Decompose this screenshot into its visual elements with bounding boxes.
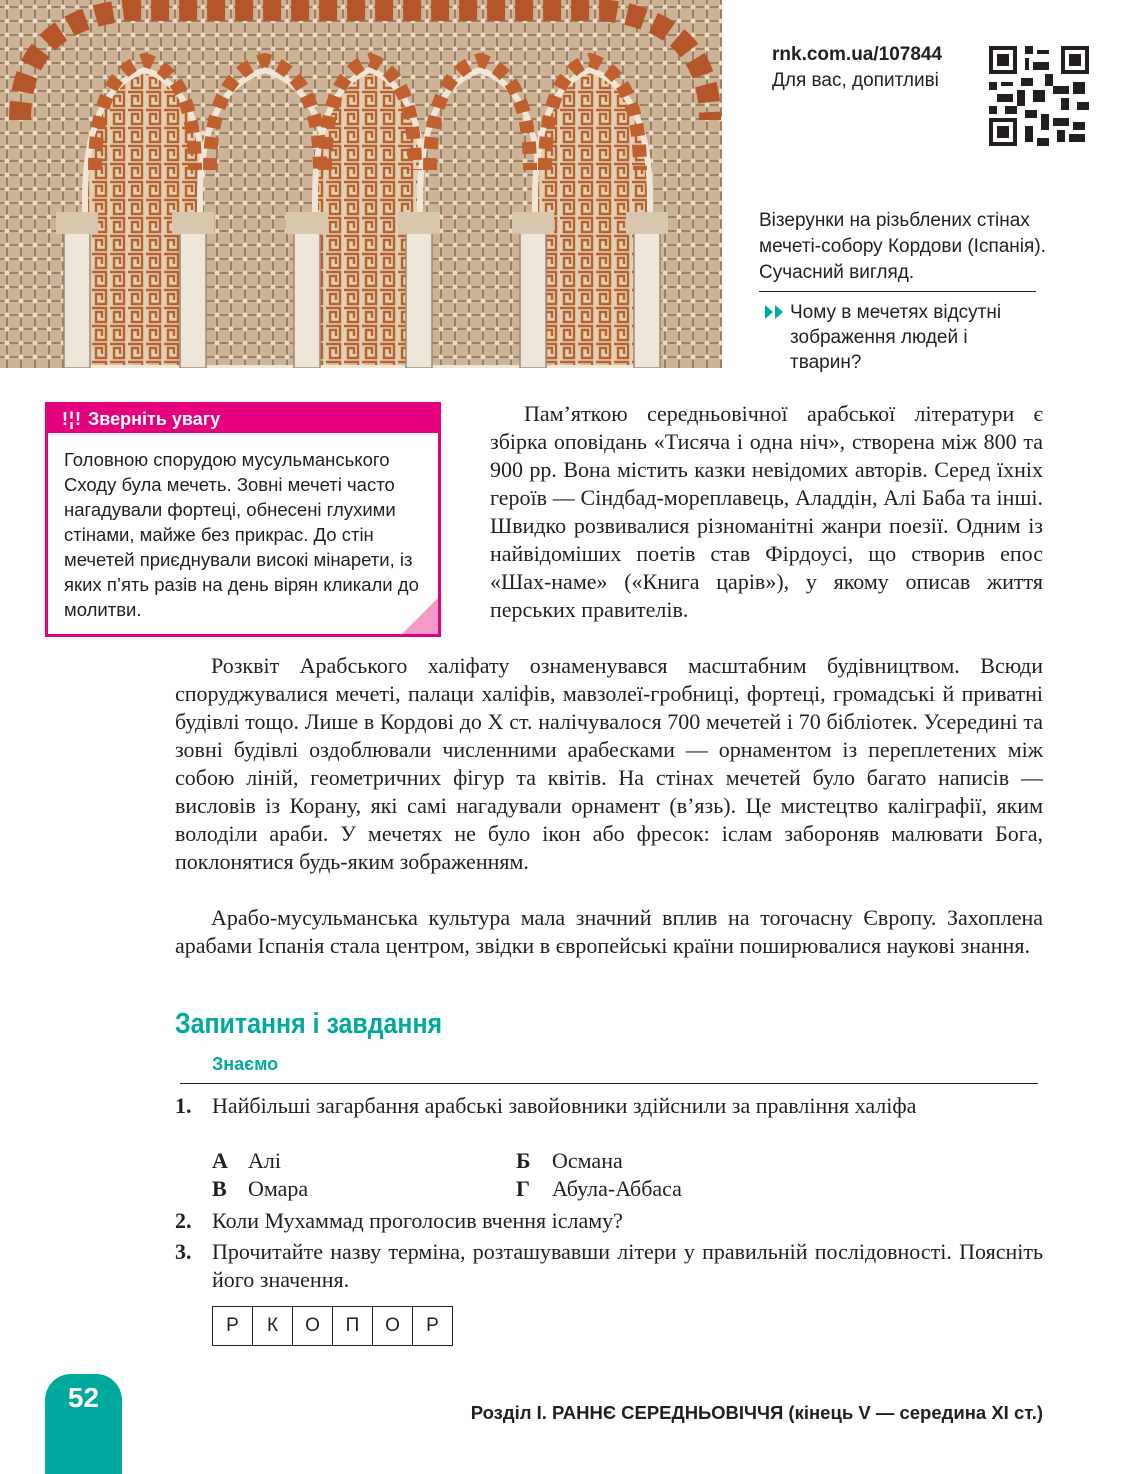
page-number: 52 [67, 1382, 100, 1413]
option-text: Абула-Аббаса [552, 1176, 682, 1201]
question-number: 1. [175, 1093, 192, 1118]
question-number: 3. [175, 1239, 192, 1264]
subtitle-divider [180, 1083, 1038, 1084]
paragraph-influence: Арабо-мусульманська культура мала значний вплив на тогочасну Європу. Захоплена арабами Іспанія стала центром, звідки в європейські країни поширювалися наукові знання. [175, 905, 1043, 958]
exclamation-icon: !¦! [62, 409, 83, 429]
letter-cell: Р [213, 1307, 253, 1345]
mosque-arches-photo [0, 0, 722, 368]
photo-question-text: Чому в мечетях відсутні зображення людей і тварин? [790, 302, 1002, 373]
letter-cell: Р [426, 1315, 439, 1336]
question-number: 2. [175, 1208, 192, 1233]
caption-divider [759, 291, 1036, 292]
answer-option[interactable] [516, 1175, 682, 1203]
option-letter: В [212, 1176, 227, 1201]
page-corner-icon [402, 598, 438, 634]
photo-question [764, 300, 1034, 375]
letter-cell: О [293, 1307, 333, 1345]
paragraph-architecture: Розквіт Арабського халіфату ознаменувався масштабним будівництвом. Всюди споруджувалися мечеті, палаци халіфів, мавзолеї-гробниці, фортеці, громадські й приватні будівлі тощо. Лише в Кордові до X ст. налічувалося 700 мечетей і 70 бібліотек. Усередині та зовні будівлі оздоблювали численними арабесками — орнаментом із переплетених між собою ліній, геометричних фігур та квітів. На стінах мечетей було багато написів — висловів із Корану, які самі нагадували орнамент (в’язь). Це мистецтво каліграфії, яким володіли араби. У мечетях не було ікон або фресок: іслам забороняв малювати Бога, поклонятися будь-яким зображенням. [175, 653, 1043, 874]
double-arrow-icon [764, 303, 786, 321]
section-footer: Розділ І. РАННЄ СЕРЕДНЬОВІЧЧЯ (кінець V — середина XI ст.) [470, 1402, 1043, 1423]
attention-title: Зверніть увагу [88, 409, 221, 429]
answer-option[interactable] [212, 1175, 308, 1203]
photo-caption: Візерунки на різьблених стінах мечеті-собору Кордови (Іспанія). Сучасний вигляд. [759, 210, 1046, 283]
resource-link-caption: Для вас, допитливі [772, 70, 939, 91]
option-text: Алі [248, 1148, 281, 1173]
letter-puzzle [212, 1306, 453, 1346]
option-text: Османа [552, 1148, 623, 1173]
option-letter: Г [516, 1176, 530, 1201]
letter-cell: О [373, 1307, 413, 1345]
questions-subtitle: Знаємо [212, 1054, 279, 1074]
option-text: Омара [248, 1176, 309, 1201]
attention-header [48, 405, 438, 433]
question-text: Коли Мухаммад проголосив вчення ісламу? [212, 1208, 623, 1233]
resource-link[interactable]: rnk.com.ua/107844 [772, 44, 943, 65]
paragraph-literature: Пам’яткою середньовічної арабської літератури є збірка оповідань «Тисяча і одна ніч», створена між 800 та 900 рр. Вона містить казки невідомих авторів. Серед їхніх героїв — Сіндбад-мореплавець, Аладдін, Алі Баба та інші. Швидко розвивалися різноманітні жанри поезії. Одним із найвідоміших поетів став Фірдоусі, що створив епос «Шах-наме» («Книга царів»), у якому описав життя перських правителів. [490, 401, 1043, 622]
qr-code-icon [989, 46, 1089, 146]
questions-title: Запитання і завдання [175, 1008, 443, 1040]
attention-box [45, 402, 441, 637]
letter-cell: К [253, 1307, 293, 1345]
question-text: Прочитайте назву терміна, розташувавши літери у правильній послідовності. Поясніть його значення. [212, 1239, 1043, 1292]
page-number-tab [45, 1374, 122, 1474]
option-letter: А [212, 1148, 228, 1173]
answer-option[interactable] [212, 1147, 281, 1175]
answer-option[interactable] [516, 1147, 623, 1175]
letter-cell: П [333, 1307, 373, 1345]
question-text: Найбільші загарбання арабські завойовники здійснили за правління халіфа [212, 1093, 917, 1118]
attention-text: Головною спорудою мусульманського Сходу була мечеть. Зовні мечеті часто нагадували фортеці, обнесені глухими стінами, майже без прикрас. До стін мечетей приєднували високі мінарети, із яких п’ять разів на день вірян кликали до молитви. [64, 449, 419, 620]
option-letter: Б [516, 1148, 531, 1173]
